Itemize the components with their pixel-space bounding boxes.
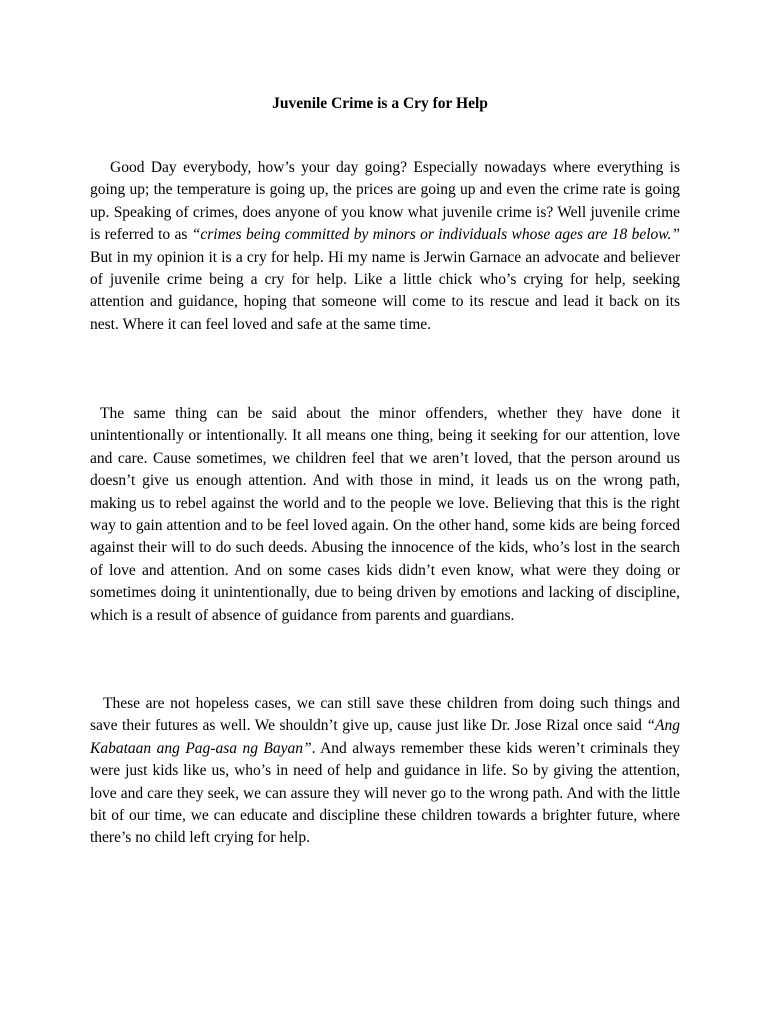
paragraph-intro-text-1: Good Day everybody, how’s your day going? Especially nowadays where everything is going up; the temperature is going up, the prices are going up and even the crime rate is going up. Speaking of crimes, does anyone of you know what juvenile crime is? Well juvenile crime is referred to as xyxy=(90,159,680,244)
paragraph-conclusion xyxy=(90,693,680,850)
definition-quote: “crimes being committed by minors or individuals whose ages are 18 below.” xyxy=(191,226,680,244)
paragraph-minor-offenders: The same thing can be said about the minor offenders, whether they have done it unintentionally or intentionally. It all means one thing, being it seeking for our attention, love and care. Cause sometimes, we children feel that we aren’t loved, that the person around us doesn’t give us enough attention. And with those in mind, it leads us on the wrong path, making us to rebel against the world and to the people we love. Believing that this is the right way to gain attention and to be feel loved again. On the other hand, some kids are being forced against their will to do such deeds. Abusing the innocence of the kids, who’s lost in the search of love and attention. And on some cases kids didn’t even know, what were they doing or sometimes doing it unintentionally, due to being driven by emotions and lacking of discipline, which is a result of absence of guidance from parents and guardians. xyxy=(90,405,680,624)
paragraph-conclusion-text-1: These are not hopeless cases, we can still save these children from doing such things and save their futures as well. We shouldn’t give up, cause just like Dr. Jose Rizal once said xyxy=(90,695,680,735)
document-title: Juvenile Crime is a Cry for Help xyxy=(272,95,488,112)
paragraph-intro-text-2: But in my opinion it is a cry for help. Hi my name is Jerwin Garnace an advocate and believer of juvenile crime being a cry for help. Like a little chick who’s crying for help, seeking attention and guidance, hoping that someone will come to its rescue and lead it back on its nest. Where it can feel loved and safe at the same time. xyxy=(90,248,680,333)
paragraph-conclusion-text-2: . And always remember these kids weren’t criminals they were just kids like us, who’s in need of help and guidance in life. So by giving the attention, love and care they seek, we can assure they will never go to the wrong path. And with the little bit of our time, we can educate and discipline these children towards a brighter future, where there’s no child left crying for help. xyxy=(90,739,680,847)
paragraph-intro xyxy=(90,157,680,336)
rizal-quote: “Ang Kabataan ang Pag-asa ng Bayan” xyxy=(90,717,680,757)
